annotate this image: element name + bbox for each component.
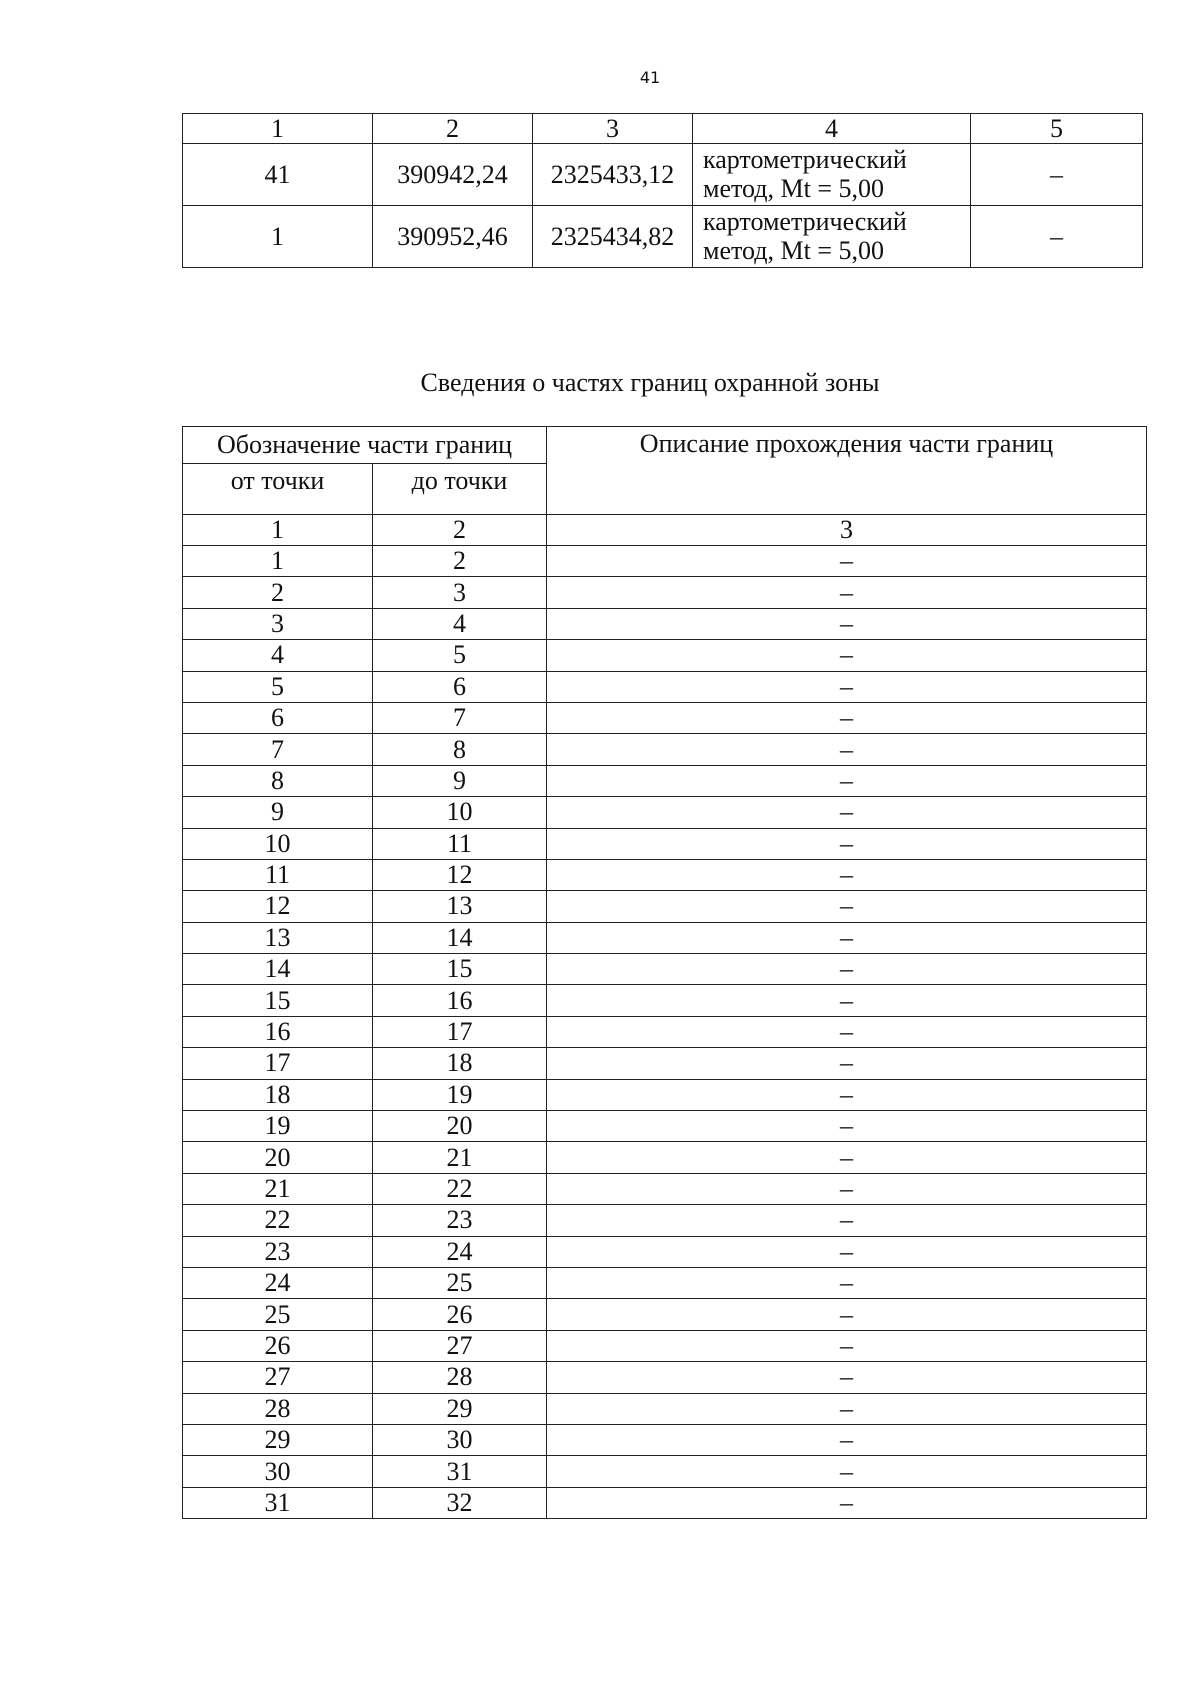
description-cell: –: [547, 1173, 1147, 1204]
table-row: [183, 1424, 1147, 1455]
table-row: [183, 954, 1147, 985]
description-cell: –: [547, 1079, 1147, 1110]
table-row: [183, 891, 1147, 922]
description-cell: –: [547, 1393, 1147, 1424]
table-row: [183, 1362, 1147, 1393]
description-cell: –: [547, 1299, 1147, 1330]
table-row: [183, 640, 1147, 671]
column-number: 5: [971, 114, 1143, 144]
from-point: 17: [183, 1048, 373, 1079]
table-row: [183, 206, 1143, 268]
coordinate-y: 2325433,12: [533, 144, 693, 206]
column-number: 4: [693, 114, 971, 144]
parts-column-numbers-row: [183, 515, 1147, 546]
from-point: 27: [183, 1362, 373, 1393]
point-number: 1: [183, 206, 373, 268]
table-row: [183, 1205, 1147, 1236]
from-point: 10: [183, 828, 373, 859]
table-row: [183, 1236, 1147, 1267]
to-point: 31: [373, 1456, 547, 1487]
table-row: [183, 797, 1147, 828]
from-point: 26: [183, 1330, 373, 1361]
from-point: 11: [183, 859, 373, 890]
column-number: 2: [373, 114, 533, 144]
from-point: 5: [183, 671, 373, 702]
table-row: [183, 546, 1147, 577]
coordinate-x: 390942,24: [373, 144, 533, 206]
to-point: 12: [373, 859, 547, 890]
to-point: 6: [373, 671, 547, 702]
table-row: [183, 577, 1147, 608]
to-point: 27: [373, 1330, 547, 1361]
table-row: [183, 985, 1147, 1016]
column-number: 3: [547, 515, 1147, 546]
from-point: 6: [183, 702, 373, 733]
from-point: 21: [183, 1173, 373, 1204]
table-row: [183, 1111, 1147, 1142]
table-row: [183, 1330, 1147, 1361]
table-row: [183, 922, 1147, 953]
from-point: 29: [183, 1424, 373, 1455]
to-point: 3: [373, 577, 547, 608]
from-point: 7: [183, 734, 373, 765]
table-row: [183, 734, 1147, 765]
to-point: 19: [373, 1079, 547, 1110]
to-point: 10: [373, 797, 547, 828]
method-cell: [693, 206, 971, 268]
to-point: 18: [373, 1048, 547, 1079]
table-row: [183, 1299, 1147, 1330]
page-number: 41: [639, 68, 661, 87]
table-row: [183, 702, 1147, 733]
to-point: 21: [373, 1142, 547, 1173]
to-point: 13: [373, 891, 547, 922]
to-point: 25: [373, 1267, 547, 1298]
to-point: 14: [373, 922, 547, 953]
from-point: 22: [183, 1205, 373, 1236]
to-point: 28: [373, 1362, 547, 1393]
description-cell: –: [547, 1111, 1147, 1142]
to-point: 22: [373, 1173, 547, 1204]
to-point: 20: [373, 1111, 547, 1142]
to-point: 7: [373, 702, 547, 733]
description-cell: –: [547, 1424, 1147, 1455]
table-row: [183, 1487, 1147, 1518]
from-point: 14: [183, 954, 373, 985]
table-row: [183, 1142, 1147, 1173]
table-row: [183, 144, 1143, 206]
description-cell: –: [547, 1330, 1147, 1361]
description-cell: –: [547, 797, 1147, 828]
from-point: 25: [183, 1299, 373, 1330]
boundary-parts-table: [182, 426, 1147, 1519]
description-cell: –: [547, 1236, 1147, 1267]
from-point: 15: [183, 985, 373, 1016]
to-point: 24: [373, 1236, 547, 1267]
from-point: 2: [183, 577, 373, 608]
from-point: 3: [183, 608, 373, 639]
description-cell: –: [547, 671, 1147, 702]
from-point-header: от точки: [183, 464, 373, 515]
to-point: 8: [373, 734, 547, 765]
to-point: 16: [373, 985, 547, 1016]
description-cell: –: [547, 640, 1147, 671]
description-cell: –: [547, 1267, 1147, 1298]
description-cell: –: [547, 954, 1147, 985]
to-point: 30: [373, 1424, 547, 1455]
description-cell: –: [547, 922, 1147, 953]
coordinate-x: 390952,46: [373, 206, 533, 268]
method-line: метод, Mt = 5,00: [703, 235, 884, 265]
point-number: 41: [183, 144, 373, 206]
from-point: 4: [183, 640, 373, 671]
from-point: 24: [183, 1267, 373, 1298]
table-row: [183, 1173, 1147, 1204]
to-point: 29: [373, 1393, 547, 1424]
to-point: 23: [373, 1205, 547, 1236]
to-point: 17: [373, 1016, 547, 1047]
description-cell: –: [547, 985, 1147, 1016]
table-row: [183, 671, 1147, 702]
table-row: [183, 828, 1147, 859]
description-header: Описание прохождения части границ: [547, 427, 1147, 515]
to-point: 26: [373, 1299, 547, 1330]
description-cell: –: [547, 546, 1147, 577]
from-point: 18: [183, 1079, 373, 1110]
coordinate-y: 2325434,82: [533, 206, 693, 268]
note-cell: –: [971, 144, 1143, 206]
column-number: 2: [373, 515, 547, 546]
description-cell: –: [547, 1048, 1147, 1079]
table-row: [183, 1079, 1147, 1110]
description-cell: –: [547, 608, 1147, 639]
description-cell: –: [547, 702, 1147, 733]
parts-header-row: [183, 427, 1147, 464]
method-line: картометрический: [703, 144, 907, 174]
table-row: [183, 859, 1147, 890]
from-point: 13: [183, 922, 373, 953]
description-cell: –: [547, 1205, 1147, 1236]
to-point: 2: [373, 546, 547, 577]
column-number: 3: [533, 114, 693, 144]
section-title: Сведения о частях границ охранной зоны: [420, 368, 880, 397]
method-cell: [693, 144, 971, 206]
from-point: 30: [183, 1456, 373, 1487]
description-cell: –: [547, 577, 1147, 608]
to-point: 11: [373, 828, 547, 859]
table-row: [183, 1267, 1147, 1298]
table-row: [183, 608, 1147, 639]
column-number: 1: [183, 114, 373, 144]
description-cell: –: [547, 765, 1147, 796]
method-line: картометрический: [703, 206, 907, 236]
description-cell: –: [547, 1362, 1147, 1393]
description-cell: –: [547, 1142, 1147, 1173]
from-point: 23: [183, 1236, 373, 1267]
coordinates-header-row: [183, 114, 1143, 144]
note-cell: –: [971, 206, 1143, 268]
to-point: 9: [373, 765, 547, 796]
to-point: 4: [373, 608, 547, 639]
table-row: [183, 1048, 1147, 1079]
designation-header: Обозначение части границ: [183, 427, 547, 464]
from-point: 12: [183, 891, 373, 922]
to-point: 5: [373, 640, 547, 671]
description-cell: –: [547, 891, 1147, 922]
to-point: 15: [373, 954, 547, 985]
from-point: 28: [183, 1393, 373, 1424]
description-cell: –: [547, 859, 1147, 890]
table-row: [183, 1016, 1147, 1047]
table-row: [183, 765, 1147, 796]
from-point: 8: [183, 765, 373, 796]
table-row: [183, 1456, 1147, 1487]
from-point: 16: [183, 1016, 373, 1047]
from-point: 9: [183, 797, 373, 828]
column-number: 1: [183, 515, 373, 546]
from-point: 20: [183, 1142, 373, 1173]
description-cell: –: [547, 1016, 1147, 1047]
to-point-header: до точки: [373, 464, 547, 515]
coordinates-table: [182, 113, 1143, 268]
description-cell: –: [547, 1456, 1147, 1487]
description-cell: –: [547, 1487, 1147, 1518]
table-row: [183, 1393, 1147, 1424]
from-point: 1: [183, 546, 373, 577]
method-line: метод, Mt = 5,00: [703, 173, 884, 203]
description-cell: –: [547, 734, 1147, 765]
to-point: 32: [373, 1487, 547, 1518]
from-point: 31: [183, 1487, 373, 1518]
from-point: 19: [183, 1111, 373, 1142]
description-cell: –: [547, 828, 1147, 859]
